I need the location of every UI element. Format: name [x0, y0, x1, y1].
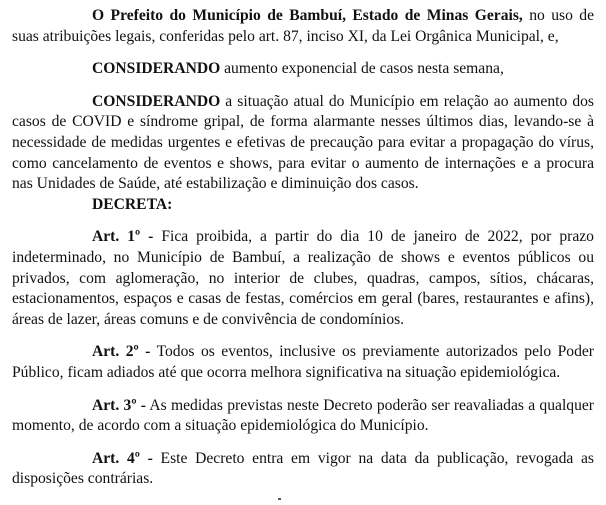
considerando-text-2: a situação atual do Município em relação ao aumento dos casos de COVID e síndrome gripal, de forma alarmante nesses últimos dias, levando-se à necessidade de medidas urgentes e efetivas de precaução para evitar a propagação do vírus, como cancelamento de eventos e shows, para evitar o aumento de internações e a procura nas Unidades de Saúde, até estabilização e diminuição dos casos.: [12, 92, 594, 193]
scan-mark: [278, 498, 281, 500]
article-3: [12, 396, 594, 437]
considerando-paragraph-1: [12, 59, 594, 80]
article-1-label: Art. 1º -: [92, 228, 154, 246]
article-2: [12, 342, 594, 383]
article-1-text: Fica proibida, a partir do dia 10 de janeiro de 2022, por prazo indeterminado, no Município de Bambuí, a realização de shows e eventos públicos ou privados, com aglomeração, no interior de clubes, quadras, campos, sítios, chácaras, estacionamentos, espaços e casas de festas, comércios em geral (bares, restaurantes e afins), áreas de lazer, áreas comuns e de convivência de condomínios.: [12, 228, 594, 328]
article-1: [12, 227, 594, 330]
article-4-label: Art. 4º -: [92, 449, 153, 467]
considerando-text-1: aumento exponencial de casos nesta semana,: [220, 60, 504, 78]
article-4-text: Este Decreto entra em vigor na data da publicação, revogada as disposições contrárias.: [12, 449, 594, 488]
considerando-label-2: CONSIDERANDO: [92, 92, 221, 110]
article-4: [12, 449, 594, 490]
article-2-text: Todos os eventos, inclusive os previamente autorizados pelo Poder Público, ficam adiados até que ocorra melhora significativa na situação epidemiológica.: [12, 343, 594, 381]
article-3-text: As medidas previstas neste Decreto poderão ser reavaliadas a qualquer momento, de acordo com a situação epidemiológica do Município.: [12, 396, 594, 435]
article-3-label: Art. 3º -: [92, 396, 146, 414]
considerando-paragraph-2: [12, 92, 594, 195]
article-2-label: Art. 2º -: [92, 343, 151, 361]
considerando-label-1: CONSIDERANDO: [92, 60, 221, 78]
preamble-paragraph: [12, 6, 594, 47]
preamble-bold: O Prefeito do Município de Bambuí, Estado de Minas Gerais,: [92, 7, 523, 24]
decreta-heading: DECRETA:: [92, 195, 173, 213]
preamble-text: no uso de suas atribuições legais, conferidas pelo art. 87, inciso XI, da Lei Orgânica Municipal, e,: [12, 7, 594, 45]
